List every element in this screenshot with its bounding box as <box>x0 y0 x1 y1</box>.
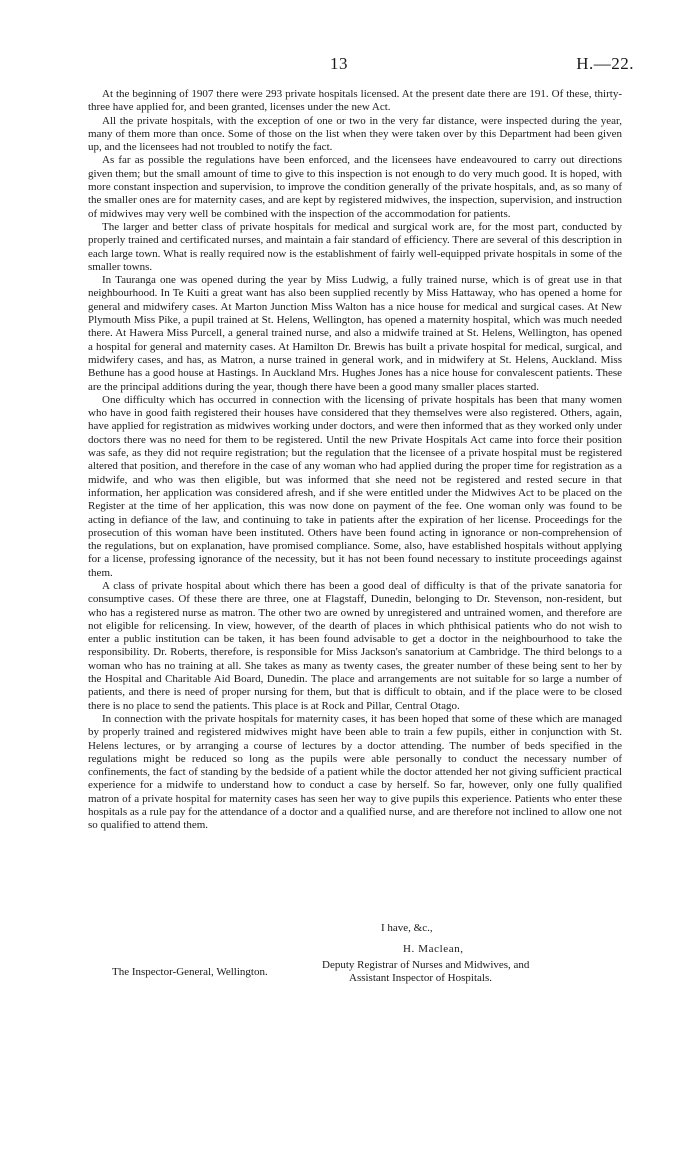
paragraph-new-hospitals: In Tauranga one was opened during the year by Miss Ludwig, a fully trained nurse, which is of great use in that neighbourhood. In Te Kuiti a great want has also been supplied recently by Miss Hattaway, who has opened a home for general and midwifery cases. At Marton Junction Miss Walton has a nice house for medical and surgical cases. At New Plymouth Miss Pike, a pupil trained at St. Helens, Wellington, has opened a maternity hospital, which was much needed there. At Hawera Miss Purcell, a general trained nurse, and also a midwife trained at St. Helens, Wellington, has opened a hospital for general and maternity cases. At Hamilton Dr. Brewis has built a private hospital for medical, surgical, and midwifery cases, and has, as Matron, a nurse trained in general work, and in midwifery at St. Helens, Auckland. Miss Bethune has a good house at Hastings. In Auckland Mrs. Hughes Jones has a nice house for convalescent patients. These are the principal additions during the year, though there have been a good many smaller places started. <box>88 274 622 393</box>
paragraph-larger-hospitals: The larger and better class of private hospitals for medical and surgical work are, for the most part, conducted by properly trained and certificated nurses, and maintain a fair standard of efficiency. There are several of this description in each large town. What is really required now is the establishment of fairly well-equipped private hospitals in some of the smaller towns. <box>88 220 622 273</box>
paragraph-maternity-training: In connection with the private hospitals for maternity cases, it has been hoped that some of these which are managed by properly trained and registered midwives might have been able to train a few pupils, either in conjunction with St. Helens lectures, or by arranging a course of lectures by a doctor attending. The number of beds specified in the regulations might be reduced so long as the pupils were able personally to conduct the necessary number of confinements, the fact of standing by the bedside of a patient while the doctor attended her not giving sufficient practical experience for a midwife to understand how to conduct a case by herself. So far, however, only one fully qualified matron of a private hospital for maternity cases has seen her way to give pupils this experience. Patients who enter these hospitals as a rule pay for the attendance of a doctor and a qualified nurse, and are therefore not inclined to allow one not so qualified to attend them. <box>88 712 622 832</box>
paragraph-inspections: All the private hospitals, with the exception of one or two in the very far distance, were inspected during the year, many of them more than once. Some of those on the list when they were taken over by this Department had been given up, and the licensees had not troubled to notify the fact. <box>88 114 622 154</box>
document-reference: H.—22. <box>576 54 634 73</box>
signatory-title-line-2: Assistant Inspector of Hospitals. <box>349 972 492 984</box>
page-header <box>0 54 700 76</box>
paragraph-regulations: As far as possible the regulations have been enforced, and the licensees have endeavoured to carry out directions given them; but the small amount of time to give to this inspection is not enough to do very much good. It is hoped, with more constant inspection and supervision, to improve the condition generally of the private hospitals, and, as so many of the smaller ones are for maternity cases, and are kept by registered midwives, the inspection, supervision, and instruction of midwives may very well be combined with the inspection of the accommodation for patients. <box>88 154 622 220</box>
signatory-name: H. Maclean, <box>403 943 464 955</box>
addressee: The Inspector-General, Wellington. <box>112 966 268 978</box>
paragraph-licensing-difficulty: One difficulty which has occurred in connection with the licensing of private hospitals has been that many women who have in good faith registered their houses have considered that they themselves were also registered. Others, again, have applied for registration as midwives working under doctors, and were then informed that as they worked only under doctors there was no need for them to be registered. Until the new Private Hospitals Act came into force their position was safe, as they did not require registration; but the regulation that the licensee of a private hospital must be registered altered that position, and therefore in the case of any woman who had applied during the proper time for registration as a midwife, and who was then eligible, but was informed that she need not be registered and rested secure in that information, her application was considered afresh, and if she were entitled under the Midwives Act to be placed on the Register at the time of her application, this was now done on payment of the fee. One woman only was found to be acting in defiance of the law, and continuing to take in patients after the expiration of her license. Proceedings for the prosecution of this woman have been instituted. Others have been found acting in ignorance or non-comprehension of the regulations, but on explanation, have promised compliance. Some, also, have established hospitals without applying for a license, professing ignorance of the necessity, but it has not been found necessary to institute proceedings against them. <box>88 393 622 579</box>
signatory-title-line-1: Deputy Registrar of Nurses and Midwives, and <box>322 959 530 971</box>
paragraph-sanatoria: A class of private hospital about which there has been a good deal of difficulty is that of the private sanatoria for consumptive cases. Of these there are three, one at Flagstaff, Dunedin, belonging to Dr. Stevenson, non-resident, but who has a registered nurse as matron. The other two are owned by unregistered and untrained women, and therefore are not eligible for relicensing. In view, however, of the dearth of places in which phthisical patients who do not wish to enter a public institution can be taken, it has been found advisable to get a doctor in the neighbourhood to take the responsibility. Dr. Roberts, therefore, is responsible for Miss Jackson's sanatorium at Cambridge. The third belongs to a woman who has no training at all. She takes as many as twenty cases, the greater number of these being sent to her by the Hospital and Charitable Aid Board, Dunedin. The place and arrangements are not suitable for so large a number of patients, and there is need of proper nursing for them, but that is difficult to obtain, and if the place were to be closed there is no place to send the patients. This place is at Rock and Pillar, Central Otago. <box>88 579 622 712</box>
valediction: I have, &c., <box>381 922 433 934</box>
closing-block <box>0 922 700 1012</box>
paragraph-hospital-count: At the beginning of 1907 there were 293 private hospitals licensed. At the present date there are 191. Of these, thirty-three have applied for, and been granted, licenses under the new Act. <box>88 88 622 114</box>
report-body <box>88 88 622 833</box>
page-number: 13 <box>330 54 348 73</box>
